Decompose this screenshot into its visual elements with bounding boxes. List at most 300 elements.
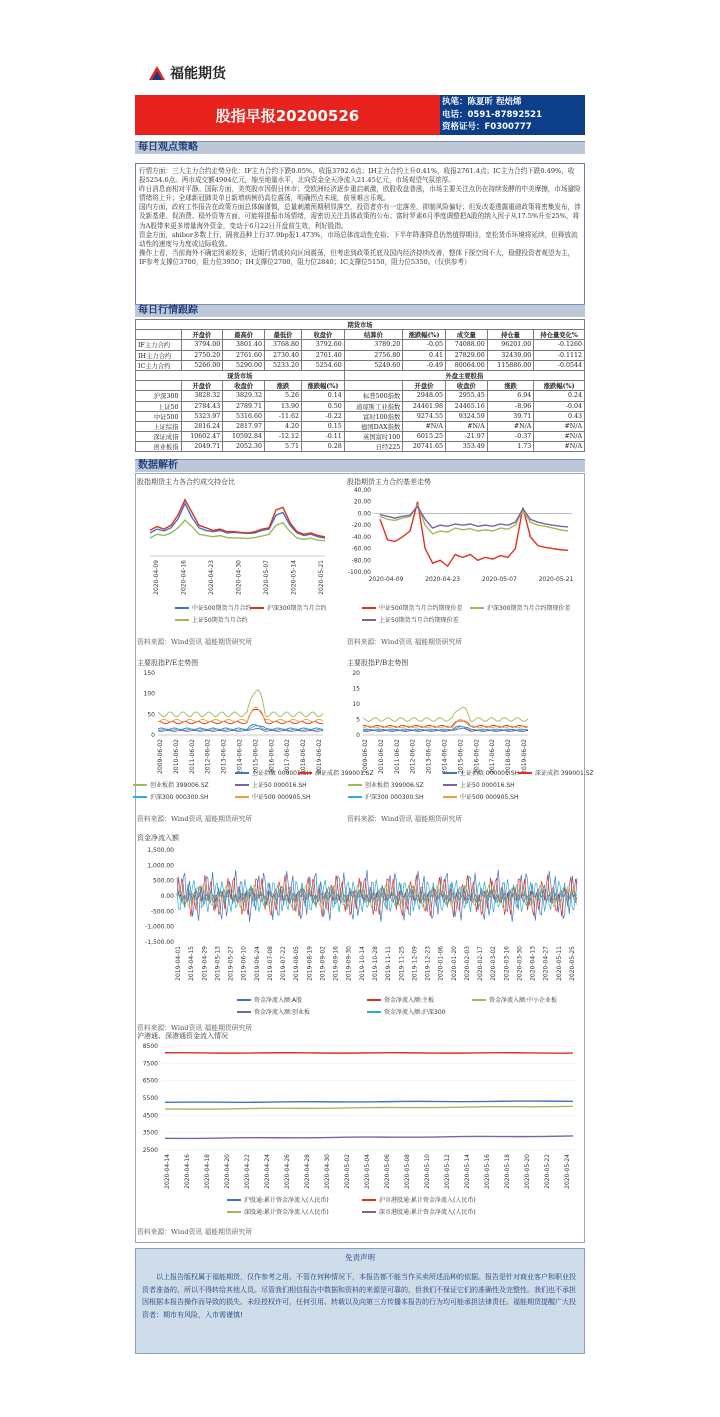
table-cell: 96201.00	[487, 340, 534, 350]
legend-item: 资金净流入额:A股	[254, 997, 303, 1004]
x-tick-label: 2014-06-02	[441, 739, 449, 774]
x-tick-label: 2020-04-09	[153, 560, 160, 595]
table-cell: 1.73	[487, 442, 534, 452]
x-tick-label: 2019-04-29	[201, 946, 209, 981]
table-cell: 3794.00	[181, 340, 223, 350]
y-tick-label: -1,000.00	[145, 923, 174, 931]
table-cell: 2756.80	[344, 350, 403, 360]
x-tick-label: 2020-02-03	[463, 946, 471, 981]
y-tick-label: 0.00	[357, 510, 371, 518]
legend-item: 中证500期货当月合约期现价差	[379, 605, 463, 612]
table-row	[136, 401, 585, 411]
table-cell: 上证综指	[136, 421, 182, 431]
x-tick-label: 2012-06-02	[409, 739, 417, 774]
y-tick-label: 50	[147, 711, 155, 719]
x-tick-label: 2014-06-02	[236, 739, 244, 774]
series-line-2	[150, 520, 325, 540]
y-tick-label: 20	[352, 670, 360, 677]
y-tick-label: -1,500.00	[145, 939, 174, 946]
table-cell: IF主力合约	[136, 340, 182, 350]
x-tick-label: 2020-05-07	[481, 576, 517, 583]
table-row	[136, 350, 585, 360]
table-header-cell: 收盘价	[445, 381, 487, 391]
mountain-logo-icon	[148, 65, 166, 81]
x-tick-label: 2019-10-28	[372, 946, 379, 981]
view-paragraph: 资金方面，shibor多数上行，隔夜品种上行37.9bp报1.473%，市场总体流动性充裕；下半年降准降息仍然值得期待，宽松货币环境将延续，但释放流动性的速度与力度或边际收敛。	[139, 230, 578, 248]
table-cell: 20741.65	[403, 442, 446, 452]
table-cell: 6.94	[487, 391, 534, 401]
futures-group-title: 期货市场	[136, 320, 585, 330]
legend-item: 资金净流入额:主板	[384, 997, 435, 1004]
x-tick-label: 2020-04-16	[180, 560, 188, 595]
table-row	[136, 340, 585, 350]
x-tick-label: 2011-06-02	[393, 739, 401, 774]
table-cell: 2761.40	[302, 350, 345, 360]
x-tick-label: 2019-06-24	[253, 946, 261, 981]
legend-item: 资金净流入额:沪深300	[384, 1009, 446, 1016]
x-tick-label: 2018-06-02	[505, 739, 513, 774]
chart3-title: 主要股指P/E走势图	[137, 659, 199, 667]
y-tick-label: -100.00	[347, 569, 371, 576]
legend-item: 上证指数 000001.SH	[252, 770, 312, 777]
table-cell: 创业板指	[136, 442, 182, 452]
table-header-cell: 成交量	[445, 330, 487, 340]
table-header-cell: 持仓量	[487, 330, 534, 340]
table-cell: 2817.97	[223, 421, 265, 431]
table-cell: 3828.32	[181, 391, 223, 401]
table-row	[136, 411, 585, 421]
legend-item: 中证500 000905.SH	[460, 794, 519, 801]
view-paragraph: 国内方面，政府工作报告在政策方面总体偏谨慎，总量刺激预期稍显落空，投资者亦有一定落差，抑制风险偏好；但发改委透露重磅政策将密集发布，涉及新基建、促消费、稳外资等方面，可能将提振市场情绪，需密切关注具体政策的公布；富时罗素6月季度调整把A股的纳入因子从17.5%升至25%，将为A股带来更多增量海外资金，变动于6月22日开盘前生效，利好股指。	[139, 203, 581, 230]
chart4-svg	[343, 667, 594, 812]
x-tick-label: 2020-01-06	[437, 946, 445, 981]
table-header-cell: 持仓量变化%	[534, 330, 585, 340]
x-tick-label: 2015-06-02	[457, 739, 465, 774]
x-tick-label: 2020-04-30	[235, 560, 243, 595]
chart1-svg	[140, 486, 330, 626]
chart2-source: 资料来源：Wind资讯 福能期货研究所	[347, 638, 463, 646]
table-cell: 2789.71	[223, 401, 265, 411]
section-tracking-header: 每日行情跟踪	[135, 304, 585, 317]
legend-item: 深股通:累计资金净流入(人民币)	[244, 1209, 329, 1216]
x-tick-label: 2020-04-24	[264, 1154, 271, 1189]
x-tick-label: 2020-04-20	[224, 1154, 231, 1189]
y-tick-label: -20.00	[351, 522, 371, 530]
table-cell: 2761.60	[223, 350, 265, 360]
report-title: 股指早报20200526	[135, 95, 440, 135]
table-cell: 74088.00	[445, 340, 487, 350]
view-paragraph: 昨日消息面相对平静。国际方面，美英股市因假日休市；受欧洲经济逐步重启刺激，欧股收盘普涨，市场主要关注点仍在持续发酵的中美摩擦，市场避险情绪将上升；全球新冠肺炎单日新增病例仍高位震荡，明确拐点未现，前景难言乐观。	[139, 185, 581, 203]
y-tick-label: 10	[352, 701, 360, 708]
table-cell: 80064.00	[445, 360, 487, 370]
table-cell: -0.37	[487, 432, 534, 442]
x-tick-label: 2019-08-19	[306, 946, 314, 981]
x-tick-label: 2010-06-02	[172, 739, 180, 774]
x-tick-label: 2019-09-16	[332, 946, 340, 981]
table-cell: 5290.00	[223, 360, 265, 370]
x-tick-label: 2020-05-25	[569, 946, 576, 981]
x-tick-label: 2020-05-14	[464, 1154, 471, 1189]
table-cell: 2955.45	[445, 391, 487, 401]
disclaimer-title: 免责声明	[345, 1253, 375, 1262]
table-cell: 115886.00	[487, 360, 534, 370]
table-cell: 3829.32	[223, 391, 265, 401]
table-header-cell: 开盘价	[403, 381, 446, 391]
x-tick-label: 2020-05-22	[544, 1154, 551, 1189]
x-tick-label: 2016-06-02	[268, 739, 276, 774]
x-tick-label: 2017-06-02	[489, 739, 497, 774]
series-line-1	[150, 500, 325, 537]
legend-item: 沪股通:累计资金净流入(人民币)	[244, 1197, 329, 1204]
disclaimer-body: 以上报告版权属于福能期货，仅作参考之用。不管在何种情况下，本报告都不能当作买卖所述品种的依据。报告是针对商业客户和职业投资者准备的，所以不得转给其他人员。尽管我们相信报告中数据和资料的来源是可靠的，但我们不保证它们的准确性及完整性。我们也不承担因根据本报告操作而导致的损失。未经授权许可，任何引用、转载以及向第三方传播本报告的行为均可能承担法律责任。福能期货提醒广大投资者：期市有风险，入市需谨慎!	[142, 1273, 576, 1319]
table-cell: 沪深300	[136, 391, 182, 401]
table-cell: -21.97	[445, 432, 487, 442]
table-cell: 0.28	[302, 442, 345, 452]
x-tick-label: 2020-04-23	[208, 560, 215, 595]
table-cell: 24465.16	[445, 401, 487, 411]
chart6-source: 资料来源：Wind资讯 福能期货研究所	[137, 1228, 253, 1236]
table-cell: 32439.00	[487, 350, 534, 360]
x-tick-label: 2020-04-22	[244, 1154, 251, 1189]
x-tick-label: 2019-05-27	[227, 946, 235, 981]
x-tick-label: 2020-05-11	[555, 946, 563, 981]
chart5-title: 资金净流入额	[137, 834, 179, 842]
legend-item: 创业板指 399006.SZ	[365, 782, 424, 789]
table-cell: 深证成指	[136, 432, 182, 442]
x-tick-label: 2020-05-02	[344, 1154, 351, 1189]
table-cell: 3801.40	[223, 340, 265, 350]
table-cell: 10602.47	[181, 432, 223, 442]
table-cell: #N/A	[487, 421, 534, 431]
table-cell: 0.43	[534, 411, 585, 421]
series-line-1	[380, 505, 568, 534]
series-line-2	[363, 707, 528, 721]
x-tick-label: 2019-06-02	[316, 739, 323, 774]
table-cell: 4.20	[265, 421, 302, 431]
x-tick-label: 2019-06-10	[240, 946, 248, 981]
y-tick-label: -500.00	[150, 908, 174, 916]
table-header-cell: 涨跌幅(%)	[534, 381, 585, 391]
x-tick-label: 2020-03-02	[490, 946, 498, 981]
y-tick-label: -60.00	[351, 545, 371, 553]
x-tick-label: 2020-05-24	[564, 1154, 571, 1189]
table-cell: -0.1260	[534, 340, 585, 350]
table-cell: -0.22	[302, 411, 345, 421]
table-cell: 2052.30	[223, 442, 265, 452]
chart1-title: 股指期货主力各合约成交持仓比	[137, 478, 235, 486]
x-tick-label: 2009-06-02	[157, 739, 164, 774]
x-tick-label: 2020-04-26	[284, 1154, 291, 1189]
series-line-3	[165, 1136, 573, 1138]
table-cell: 5249.60	[344, 360, 403, 370]
chart6-svg	[137, 1040, 582, 1225]
table-row	[136, 442, 585, 452]
series-line-5	[158, 707, 323, 721]
legend-item: 深市港股通:累计资金净流入(人民币)	[379, 1209, 476, 1216]
table-cell: 5316.60	[223, 411, 265, 421]
x-tick-label: 2013-06-02	[425, 739, 433, 774]
spot-group-title: 现货市场	[136, 370, 345, 380]
legend-item: 沪深300 000300.SH	[150, 794, 209, 801]
table-cell: #N/A	[534, 421, 585, 431]
table-header-cell: 涨跌	[487, 381, 534, 391]
table-header-cell: 开盘价	[181, 330, 223, 340]
y-tick-label: 5	[356, 716, 360, 724]
x-tick-label: 2020-04-18	[204, 1154, 211, 1189]
section-analysis-header: 数据解析	[135, 459, 585, 472]
legend-item: 上证50期货当月合约期现价差	[379, 617, 459, 624]
y-tick-label: 15	[352, 685, 360, 693]
table-cell: #N/A	[534, 432, 585, 442]
y-tick-label: 150	[143, 670, 155, 677]
author-label: 执笔：陈夏昕 程焙烯	[442, 97, 522, 107]
x-tick-label: 2020-05-06	[384, 1154, 391, 1189]
license-label: 资格证号：F0300777	[442, 122, 532, 132]
table-cell: 27829.00	[445, 350, 487, 360]
x-tick-label: 2019-11-25	[398, 946, 406, 981]
y-tick-label: 4500	[142, 1112, 158, 1120]
legend-item: 上证指数 000001.SH	[460, 770, 520, 777]
x-tick-label: 2019-09-30	[345, 946, 353, 981]
y-tick-label: 0	[151, 732, 155, 739]
table-cell: 富时100指数	[344, 411, 403, 421]
brand-logo	[148, 64, 226, 82]
x-tick-label: 2020-04-23	[425, 576, 461, 583]
x-tick-label: 2020-05-12	[444, 1154, 451, 1189]
y-tick-label: 40.00	[353, 487, 371, 494]
x-tick-label: 2020-02-17	[477, 946, 485, 981]
y-tick-label: 7500	[142, 1060, 158, 1068]
x-tick-label: 2020-05-21	[538, 576, 574, 583]
table-cell: 10592.84	[223, 432, 265, 442]
view-text-box	[135, 163, 585, 313]
table-cell: 3789.20	[344, 340, 403, 350]
table-cell: 2730.40	[265, 350, 302, 360]
y-tick-label: 1,500.00	[147, 847, 174, 854]
table-header-cell	[136, 330, 182, 340]
table-cell: IC主力合约	[136, 360, 182, 370]
x-tick-label: 2020-03-30	[516, 946, 524, 981]
x-tick-label: 2010-06-02	[377, 739, 385, 774]
table-cell: -11.62	[265, 411, 302, 421]
table-cell: 5323.97	[181, 411, 223, 421]
x-tick-label: 2020-05-10	[424, 1154, 431, 1189]
x-tick-label: 2016-06-02	[473, 739, 481, 774]
legend-item: 创业板指 399006.SZ	[150, 782, 209, 789]
legend-item: 沪深300 000300.SH	[365, 794, 424, 801]
table-cell: -0.49	[403, 360, 446, 370]
table-header-cell: 收盘价	[302, 330, 345, 340]
table-cell: 5266.00	[181, 360, 223, 370]
table-cell: -12.12	[265, 432, 302, 442]
table-cell: 6015.25	[403, 432, 446, 442]
table-cell: 0.15	[302, 421, 345, 431]
table-cell: 3768.80	[265, 340, 302, 350]
brand-name: 福能期货	[170, 66, 226, 82]
table-header-cell: 最高价	[223, 330, 265, 340]
x-tick-label: 2018-06-02	[300, 739, 308, 774]
table-cell: 2816.24	[181, 421, 223, 431]
x-tick-label: 2019-06-02	[521, 739, 528, 774]
x-tick-label: 2020-01-20	[450, 946, 458, 981]
chart6-title: 沪港通、深港通资金流入情况	[137, 1032, 228, 1040]
table-header-cell: 涨跌幅(%)	[403, 330, 446, 340]
x-tick-label: 2020-04-28	[304, 1154, 311, 1189]
table-cell: #N/A	[534, 442, 585, 452]
x-tick-label: 2012-06-02	[204, 739, 212, 774]
legend-item: 沪市港股通:累计资金净流入(人民币)	[379, 1197, 476, 1204]
phone-label: 电话：0591-87892521	[442, 109, 542, 120]
chart5-source: 资料来源：Wind资讯 福能期货研究所	[137, 1024, 253, 1032]
x-tick-label: 2020-04-30	[324, 1154, 331, 1189]
x-tick-label: 2020-05-14	[290, 560, 298, 595]
table-cell: -8.96	[487, 401, 534, 411]
legend-item: 上证50 000016.SH	[460, 782, 515, 789]
x-tick-label: 2013-06-02	[220, 739, 228, 774]
table-cell: -0.04	[534, 401, 585, 411]
x-tick-label: 2009-06-02	[362, 739, 369, 774]
table-cell: -0.11	[302, 432, 345, 442]
table-cell: 9274.55	[403, 411, 446, 421]
table-header-cell: 涨跌幅(%)	[302, 381, 345, 391]
y-tick-label: 100	[143, 690, 155, 698]
x-tick-label: 2020-05-04	[364, 1154, 371, 1189]
y-tick-label: -80.00	[351, 557, 371, 565]
chart1-source: 资料来源：Wind资讯 福能期货研究所	[137, 638, 253, 646]
chart3-source: 资料来源：Wind资讯 福能期货研究所	[137, 815, 253, 823]
author-box	[440, 95, 585, 135]
table-cell: IH主力合约	[136, 350, 182, 360]
table-cell: 5.26	[265, 391, 302, 401]
table-cell: 9324.59	[445, 411, 487, 421]
table-cell: 中证500	[136, 411, 182, 421]
market-table	[135, 319, 585, 452]
x-tick-label: 2020-05-08	[404, 1154, 411, 1189]
table-header-cell: 涨跌	[265, 381, 302, 391]
table-cell: 0.24	[534, 391, 585, 401]
x-tick-label: 2020-03-16	[503, 946, 511, 981]
table-row	[136, 391, 585, 401]
table-header-cell: 结算价	[344, 330, 403, 340]
legend-item: 上证50 000016.SH	[252, 782, 307, 789]
table-cell: 0.50	[302, 401, 345, 411]
y-tick-label: 500.00	[153, 877, 174, 885]
section-view-header: 每日观点策略	[135, 141, 585, 154]
y-tick-label: -40.00	[351, 533, 371, 541]
chart4-title: 主要股指P/B走势图	[347, 659, 409, 667]
chart3-svg	[138, 667, 374, 812]
table-cell: 上证50	[136, 401, 182, 411]
x-tick-label: 2020-05-21	[318, 560, 325, 595]
series-line-2	[165, 1106, 573, 1109]
x-tick-label: 2019-10-14	[358, 946, 366, 981]
x-tick-label: 2020-05-20	[524, 1154, 531, 1189]
table-cell: 5.71	[265, 442, 302, 452]
table-cell: 德国DAX指数	[344, 421, 403, 431]
legend-item: 深证成指 399001.SZ	[315, 770, 374, 777]
table-cell: -0.0544	[534, 360, 585, 370]
x-tick-label: 2020-04-09	[368, 576, 404, 583]
x-tick-label: 2019-07-08	[266, 946, 274, 981]
table-cell: 39.71	[487, 411, 534, 421]
y-tick-label: 3500	[142, 1129, 158, 1137]
legend-item: 沪深300期货当月合约期现价差	[487, 605, 571, 612]
disclaimer-box	[135, 1248, 585, 1354]
table-cell: 5233.20	[265, 360, 302, 370]
table-cell: 英国富时100	[344, 432, 403, 442]
y-tick-label: 1,000.00	[147, 862, 174, 870]
table-cell: 24461.98	[403, 401, 446, 411]
x-tick-label: 2017-06-02	[284, 739, 292, 774]
legend-item: 资金净流入额:中小企业板	[489, 997, 558, 1004]
y-tick-label: 0.00	[160, 893, 174, 900]
table-header-cell: 开盘价	[181, 381, 223, 391]
x-tick-label: 2020-05-16	[484, 1154, 491, 1189]
x-tick-label: 2020-05-18	[504, 1154, 511, 1189]
table-cell: 标普500指数	[344, 391, 403, 401]
legend-item: 沪深300期货当月合约	[267, 605, 327, 612]
y-tick-label: 0	[356, 732, 360, 739]
table-cell: 2049.71	[181, 442, 223, 452]
x-tick-label: 2011-06-02	[188, 739, 196, 774]
chart2-svg	[340, 486, 580, 631]
table-cell: 日经225	[344, 442, 403, 452]
x-tick-label: 2019-07-22	[280, 946, 288, 981]
table-row	[136, 432, 585, 442]
table-header-cell: 最低价	[265, 330, 302, 340]
table-header-cell	[136, 381, 182, 391]
x-tick-label: 2015-06-02	[252, 739, 260, 774]
x-tick-label: 2019-08-05	[293, 946, 301, 981]
chart4-source: 资料来源：Wind资讯 福能期货研究所	[347, 815, 463, 823]
table-cell: 13.90	[265, 401, 302, 411]
chart5-svg	[137, 842, 582, 1020]
table-row	[136, 421, 585, 431]
table-cell: #N/A	[445, 421, 487, 431]
table-cell: 353.49	[445, 442, 487, 452]
view-paragraph: 行情方面：三大主力合约走势分化：IF主力合约下跌0.05%，收报3792.6点；IH主力合约上升0.41%，收报2761.4点；IC主力合约下跌0.49%，收报5254.6点。两市成交额4904亿元，缩至地量水平，北向资金全天净流入21.45亿元，市场观望气氛浓厚。	[139, 167, 575, 185]
legend-item: 资金净流入额:创业板	[254, 1009, 311, 1016]
x-tick-label: 2020-04-14	[164, 1154, 171, 1189]
table-cell: 3792.60	[302, 340, 345, 350]
y-tick-label: 6500	[142, 1077, 158, 1085]
legend-item: 上证50期货当月合约	[192, 617, 248, 624]
x-tick-label: 2020-04-27	[542, 946, 550, 981]
y-tick-label: 2500	[142, 1147, 158, 1154]
legend-item: 中证500期货当月合约	[192, 605, 252, 612]
chart2-title: 股指期货主力合约基差走势	[347, 478, 431, 486]
table-header-cell	[344, 381, 403, 391]
series-line-0	[158, 725, 323, 730]
y-tick-label: 8500	[142, 1043, 158, 1050]
x-tick-label: 2019-09-02	[319, 946, 327, 981]
table-cell: 0.14	[302, 391, 345, 401]
x-tick-label: 2020-05-07	[263, 560, 270, 595]
view-paragraph: 操作上看，当前海外不确定因素较多，近期行情或转向区间震荡，但考虑到政策托底及国内经济持续改善，整体下探空间不大，稳健投资者观望为主，IF参考支撑位3700，阻力位3950；IH支撑位2700，阻力位2840；IC支撑位5150，阻力位5350。（仅供参考）	[139, 248, 575, 266]
table-cell: 道琼斯工业指数	[344, 401, 403, 411]
x-tick-label: 2019-11-11	[385, 946, 393, 981]
y-tick-label: 20.00	[353, 498, 371, 506]
series-line-0	[165, 1101, 573, 1102]
table-cell: 0.41	[403, 350, 446, 360]
legend-item: 中证500 000905.SH	[252, 794, 311, 801]
foreign-group-title: 外盘主要股指	[344, 370, 584, 380]
x-tick-label: 2020-04-16	[184, 1154, 191, 1189]
table-row	[136, 360, 585, 370]
x-tick-label: 2020-04-13	[529, 946, 537, 981]
x-tick-label: 2019-12-09	[411, 946, 419, 981]
y-tick-label: 5500	[142, 1095, 158, 1102]
